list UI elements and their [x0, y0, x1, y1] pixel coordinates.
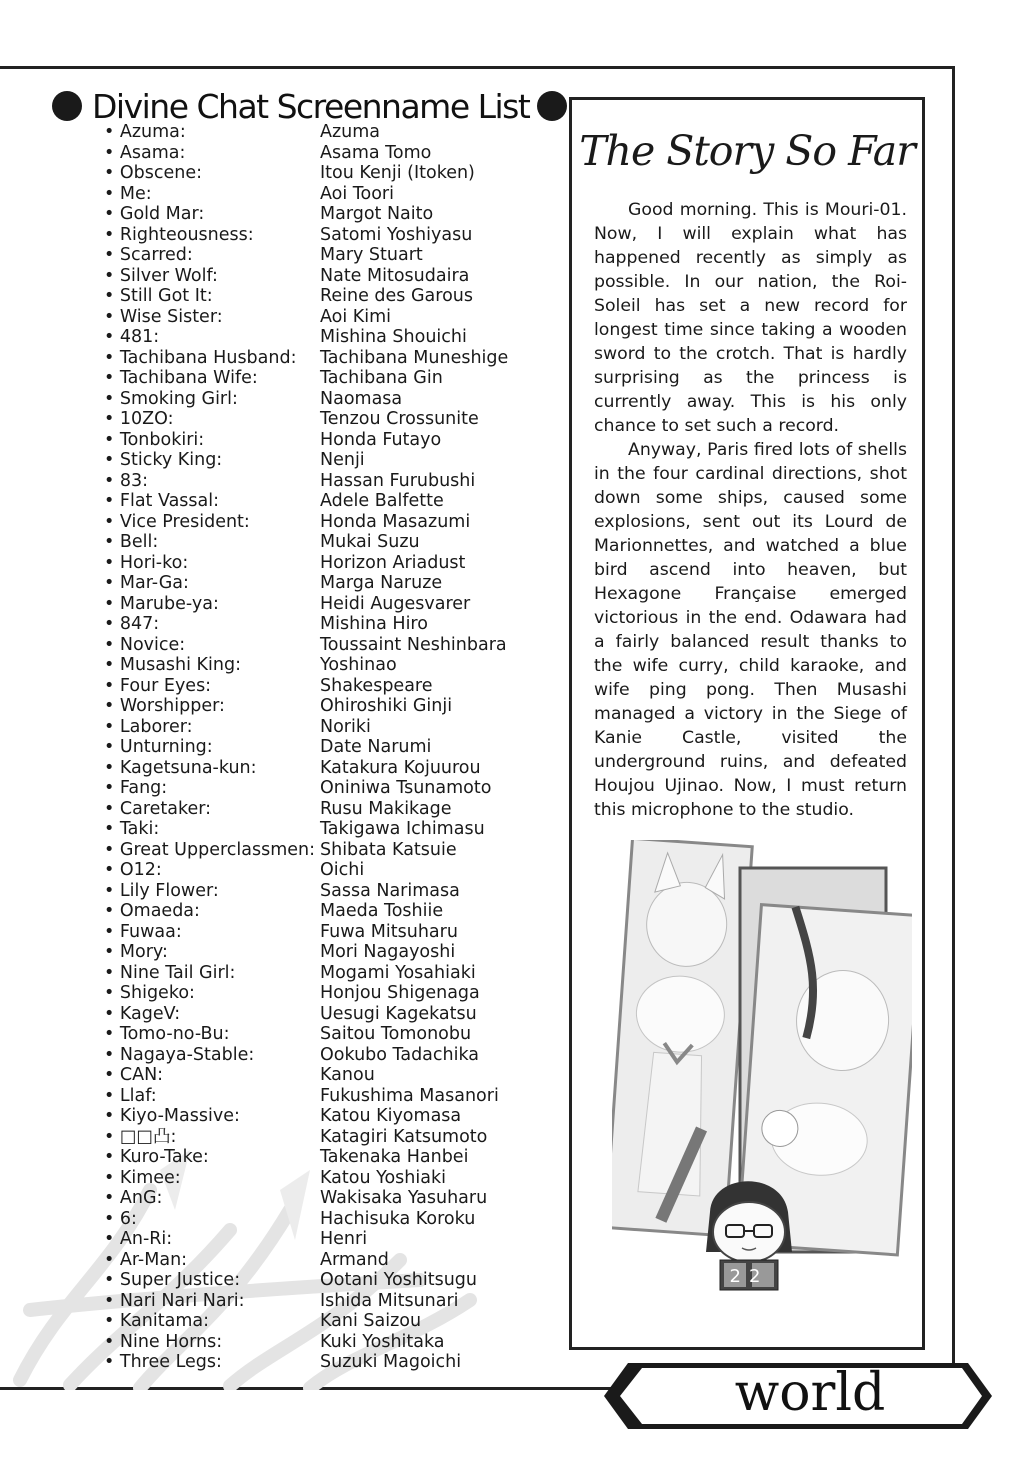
screenname-list — [104, 122, 544, 1373]
screenname: • Tonbokiri: — [104, 429, 205, 450]
screenname: • Three Legs: — [104, 1352, 222, 1372]
real-name: Horizon Ariadust — [320, 552, 466, 573]
screenname: • Tachibana Husband: — [104, 347, 297, 368]
real-name: Honjou Shigenaga — [320, 983, 480, 1003]
list-item — [104, 1045, 544, 1066]
list-item — [104, 1229, 544, 1250]
list-item — [104, 512, 544, 533]
list-item — [104, 327, 544, 348]
real-name: Shibata Katsuie — [320, 839, 457, 860]
real-name: Aoi Toori — [320, 183, 394, 204]
real-name: Tenzou Crossunite — [320, 409, 479, 429]
real-name: Azuma — [320, 122, 381, 142]
screenname: • Obscene: — [104, 163, 203, 183]
screenname: • Wise Sister: — [104, 306, 223, 327]
screenname: • Mory: — [104, 942, 168, 962]
list-item — [104, 1065, 544, 1086]
real-name: Mukai Suzu — [320, 532, 420, 552]
real-name: Suzuki Magoichi — [320, 1352, 462, 1372]
real-name: Heidi Augesvarer — [320, 593, 471, 614]
real-name: Nate Mitosudaira — [320, 265, 470, 286]
list-item — [104, 696, 544, 717]
real-name: Fuwa Mitsuharu — [320, 921, 458, 942]
list-item — [104, 430, 544, 451]
list-item — [104, 163, 544, 184]
list-item — [104, 471, 544, 492]
screenname: • Worshipper: — [104, 696, 225, 716]
list-item — [104, 778, 544, 799]
screenname: • O12: — [104, 860, 162, 880]
list-item — [104, 676, 544, 697]
real-name: Sassa Narimasa — [320, 880, 460, 901]
list-item — [104, 1332, 544, 1353]
list-item — [104, 1250, 544, 1271]
screenname: • Unturning: — [104, 737, 213, 757]
real-name: Kuki Yoshitaka — [320, 1331, 445, 1352]
list-item — [104, 204, 544, 225]
real-name: Tachibana Muneshige — [320, 347, 509, 368]
list-item — [104, 1291, 544, 1312]
screenname: • 481: — [104, 327, 160, 347]
real-name: Rusu Makikage — [320, 798, 452, 819]
screenname: • Asama: — [104, 142, 186, 163]
screenname: • Vice President: — [104, 511, 250, 532]
real-name: Henri — [320, 1229, 368, 1249]
real-name: Ishida Mitsunari — [320, 1290, 459, 1311]
real-name: Itou Kenji (Itoken) — [320, 163, 475, 183]
real-name: Oniniwa Tsunamoto — [320, 778, 492, 798]
real-name: Saitou Tomonobu — [320, 1024, 472, 1044]
screenname: • 83: — [104, 470, 149, 491]
screenname: • Caretaker: — [104, 798, 212, 819]
screenname: • Llaf: — [104, 1085, 157, 1106]
real-name: Takenaka Hanbei — [320, 1147, 469, 1167]
real-name: Honda Masazumi — [320, 511, 471, 532]
chibi-character — [706, 1181, 792, 1290]
list-item — [104, 963, 544, 984]
screenname: • Smoking Girl: — [104, 388, 238, 409]
screenname: • Me: — [104, 183, 152, 204]
screenname: • 6: — [104, 1208, 137, 1229]
screenname: • Taki: — [104, 819, 160, 839]
list-item — [104, 143, 544, 164]
screenname: • Great Upperclassmen: — [104, 839, 316, 860]
real-name: Maeda Toshiie — [320, 901, 444, 921]
world-label: world — [734, 1363, 886, 1423]
list-item — [104, 245, 544, 266]
list-item — [104, 942, 544, 963]
list-item — [104, 348, 544, 369]
screenname: • Tomo-no-Bu: — [104, 1024, 230, 1044]
real-name: Katou Yoshiaki — [320, 1167, 446, 1188]
list-item — [104, 409, 544, 430]
list-item — [104, 389, 544, 410]
real-name: Adele Balfette — [320, 491, 444, 511]
screenname: • Musashi King: — [104, 655, 241, 675]
screenname: • Righteousness: — [104, 224, 254, 245]
screenname: • Bell: — [104, 532, 159, 552]
real-name: Aoi Kimi — [320, 306, 392, 327]
list-item — [104, 532, 544, 553]
screenname: • Lily Flower: — [104, 880, 219, 901]
list-item — [104, 737, 544, 758]
list-item — [104, 655, 544, 676]
list-item — [104, 635, 544, 656]
screenname: • Azuma: — [104, 122, 186, 142]
list-item — [104, 491, 544, 512]
list-item — [104, 1352, 544, 1373]
list-item — [104, 860, 544, 881]
screenname: • Marube-ya: — [104, 593, 219, 614]
screenname: • An-Ri: — [104, 1229, 173, 1249]
real-name: Kanou — [320, 1065, 375, 1085]
real-name: Fukushima Masanori — [320, 1085, 499, 1106]
list-item — [104, 122, 544, 143]
real-name: Tachibana Gin — [320, 368, 443, 388]
real-name: Armand — [320, 1249, 389, 1270]
screenname: • Silver Wolf: — [104, 265, 218, 286]
screenname: • AnG: — [104, 1188, 163, 1208]
list-item — [104, 717, 544, 738]
real-name: Nenji — [320, 450, 365, 470]
real-name: Katagiri Katsumoto — [320, 1126, 488, 1147]
list-item — [104, 758, 544, 779]
screenname: • Kiyo-Massive: — [104, 1106, 240, 1126]
real-name: Mogami Yosahiaki — [320, 962, 476, 983]
story-paragraph: Anyway, Paris fired lots of shells in the four cardinal directions, shot down some ships, caused some explosions, sent out its Lourd de Marionnettes, and watched a blue bird ascend into heaven, but Hexagone Française emerged victorious in the end. Odawara had a fairly balanced result thanks to the wife curry, child karaoke, and wife ping pong. Then Musashi managed a victory in the Siege of Kanie Castle, visited the underground ruins, and defeated Houjou Ujinao. Now, I must return this microphone to the studio. — [594, 440, 907, 820]
screenname: • Nari Nari Nari: — [104, 1290, 245, 1311]
list-item — [104, 799, 544, 820]
list-item — [104, 983, 544, 1004]
real-name: Mori Nagayoshi — [320, 942, 456, 962]
list-item — [104, 1147, 544, 1168]
list-item — [104, 594, 544, 615]
story-paragraph: Good morning. This is Mouri-01. Now, I will explain what has happened recently as simply as possible. In our nation, the Roi-Soleil has set a new record for longest time since taking a wooden sword to the crotch. That is hardly surprising as the princess is currently away. This is his only chance to set such a record. — [594, 200, 907, 436]
screenname: • Fuwaa: — [104, 921, 182, 942]
screenname: • Flat Vassal: — [104, 491, 220, 511]
real-name: Oichi — [320, 860, 365, 880]
real-name: Toussaint Neshinbara — [320, 634, 507, 655]
screenname: • Laborer: — [104, 716, 193, 737]
list-item — [104, 553, 544, 574]
list-item — [104, 450, 544, 471]
real-name: Naomasa — [320, 388, 403, 409]
real-name: Asama Tomo — [320, 142, 432, 163]
story-text — [594, 198, 907, 822]
list-item — [104, 184, 544, 205]
real-name: Mishina Hiro — [320, 614, 428, 634]
screenname: • Kimee: — [104, 1167, 181, 1188]
list-item — [104, 1106, 544, 1127]
list-item — [104, 1004, 544, 1025]
real-name: Hassan Furubushi — [320, 470, 476, 491]
screenname: • Omaeda: — [104, 901, 200, 921]
real-name: Hachisuka Koroku — [320, 1208, 476, 1229]
list-item — [104, 840, 544, 861]
real-name: Kani Saizou — [320, 1311, 422, 1331]
real-name: Margot Naito — [320, 204, 434, 224]
screenname: • CAN: — [104, 1065, 164, 1085]
screenname: • Super Justice: — [104, 1270, 241, 1290]
screenname: • Scarred: — [104, 245, 193, 265]
character-illustration — [612, 840, 912, 1320]
list-item — [104, 922, 544, 943]
list-item — [104, 614, 544, 635]
real-name: Katakura Kojuurou — [320, 757, 481, 778]
story-title: The Story So Far — [579, 127, 915, 175]
screenname: • 847: — [104, 614, 160, 634]
real-name: Yoshinao — [320, 655, 397, 675]
list-item — [104, 819, 544, 840]
screenname: • Nine Horns: — [104, 1331, 223, 1352]
real-name: Mary Stuart — [320, 245, 423, 265]
sign-digits: 22 — [729, 1266, 769, 1287]
screenname: • Kanitama: — [104, 1311, 209, 1331]
real-name: Honda Futayo — [320, 429, 442, 450]
real-name: Date Narumi — [320, 737, 432, 757]
bullet-dot-icon — [52, 91, 82, 121]
real-name: Wakisaka Yasuharu — [320, 1188, 488, 1208]
real-name: Uesugi Kagekatsu — [320, 1003, 477, 1024]
real-name: Takigawa Ichimasu — [320, 819, 485, 839]
screenname: • Kagetsuna-kun: — [104, 757, 257, 778]
real-name: Ookubo Tadachika — [320, 1044, 480, 1065]
real-name: Shakespeare — [320, 675, 433, 696]
screenname: • Mar-Ga: — [104, 573, 189, 593]
real-name: Noriki — [320, 716, 371, 737]
screenname: • KageV: — [104, 1003, 181, 1024]
real-name: Marga Naruze — [320, 573, 443, 593]
screenname: • Nine Tail Girl: — [104, 962, 236, 983]
list-item — [104, 881, 544, 902]
list-item — [104, 1188, 544, 1209]
real-name: Ootani Yoshitsugu — [320, 1270, 477, 1290]
screenname: • Shigeko: — [104, 983, 195, 1003]
list-item — [104, 1024, 544, 1045]
screenname: • Fang: — [104, 778, 168, 798]
screenname: • Nagaya-Stable: — [104, 1044, 255, 1065]
screenname: • Novice: — [104, 634, 186, 655]
list-item — [104, 1086, 544, 1107]
screenname: • Gold Mar: — [104, 204, 205, 224]
real-name: Reine des Garous — [320, 286, 473, 306]
list-title-text: Divine Chat Screenname List — [92, 86, 530, 126]
list-item — [104, 1311, 544, 1332]
real-name: Ohiroshiki Ginji — [320, 696, 453, 716]
screenname: • □□凸: — [104, 1126, 177, 1147]
list-item — [104, 573, 544, 594]
list-item — [104, 1270, 544, 1291]
real-name: Mishina Shouichi — [320, 327, 467, 347]
list-item — [104, 307, 544, 328]
list-item — [104, 286, 544, 307]
screenname: • 10ZO: — [104, 409, 174, 429]
screenname: • Hori-ko: — [104, 552, 189, 573]
screenname: • Ar-Man: — [104, 1249, 188, 1270]
screenname: • Four Eyes: — [104, 675, 212, 696]
real-name: Satomi Yoshiyasu — [320, 224, 473, 245]
screenname: • Kuro-Take: — [104, 1147, 209, 1167]
screenname: • Tachibana Wife: — [104, 368, 258, 388]
list-item — [104, 1209, 544, 1230]
real-name: Katou Kiyomasa — [320, 1106, 462, 1126]
list-item — [104, 1168, 544, 1189]
screenname: • Sticky King: — [104, 450, 223, 470]
list-item — [104, 368, 544, 389]
screenname: • Still Got It: — [104, 286, 213, 306]
list-item — [104, 1127, 544, 1148]
list-item — [104, 266, 544, 287]
list-item — [104, 225, 544, 246]
list-item — [104, 901, 544, 922]
